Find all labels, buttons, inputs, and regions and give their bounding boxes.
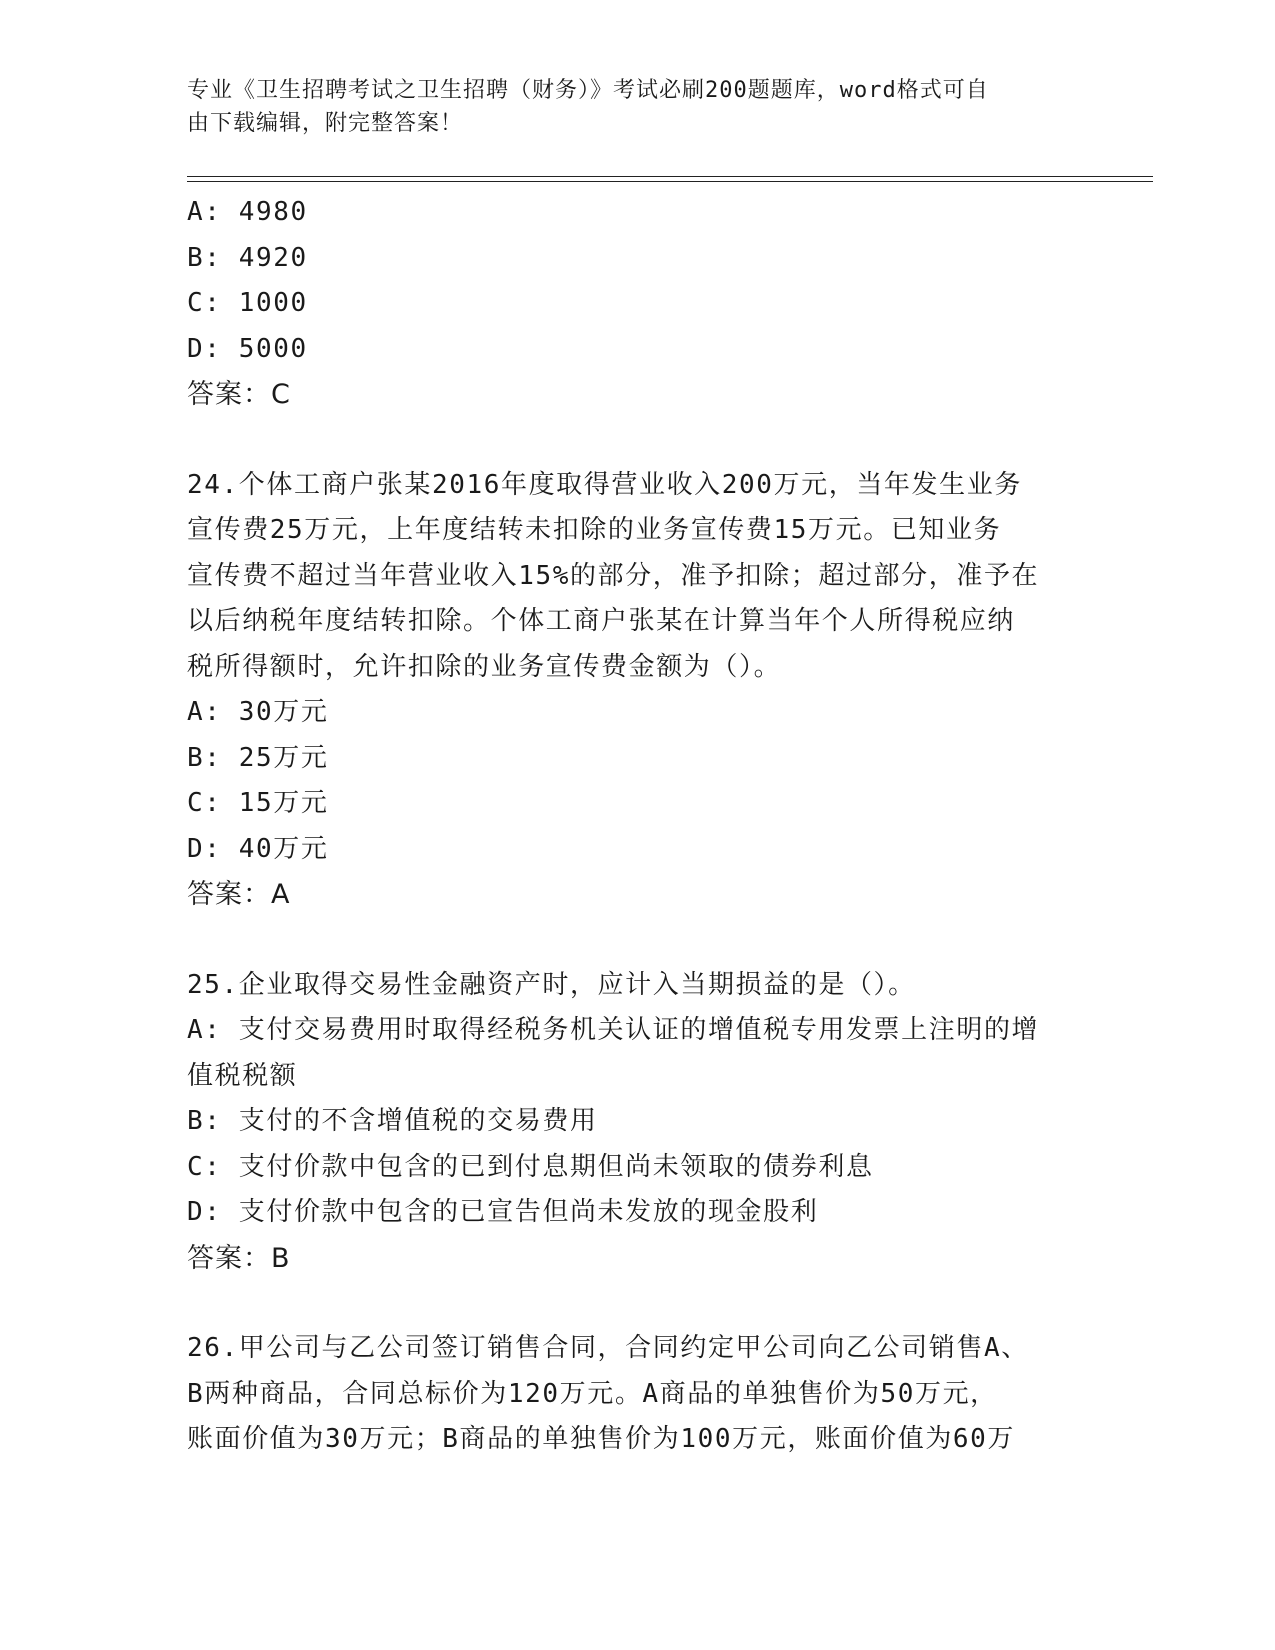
question-text-line: 税所得额时，允许扣除的业务宣传费金额为（）。: [187, 651, 782, 682]
option-b: B: 支付的不含增值税的交易费用: [187, 1106, 598, 1136]
question-text-line: 宣传费25万元，上年度结转未扣除的业务宣传费15万元。已知业务: [187, 515, 1002, 545]
option-d: D: 5000: [187, 333, 308, 364]
document-header: [187, 74, 1067, 140]
header-line-2: 由下载编辑，附完整答案！: [187, 111, 464, 136]
question-text-line: 25.企业取得交易性金融资产时，应计入当期损益的是（）。: [187, 969, 916, 1000]
option-b: B: 4920: [187, 242, 308, 273]
header-divider-bottom: [187, 181, 1153, 182]
option-b: B: 25万元: [187, 742, 329, 773]
option-a: A: 30万元: [187, 697, 329, 727]
option-a: A: 支付交易费用时取得经税务机关认证的增值税专用发票上注明的增: [187, 1015, 1040, 1045]
option-a: A: 4980: [187, 197, 308, 227]
question-26: [187, 1326, 1087, 1463]
option-c: C: 1000: [187, 288, 308, 318]
answer-line: 答案：A: [187, 879, 291, 910]
option-d: D: 40万元: [187, 833, 329, 864]
spacer: [187, 1281, 1087, 1326]
option-c: C: 支付价款中包含的已到付息期但尚未领取的债券利息: [187, 1151, 874, 1182]
question-text-line: B两种商品，合同总标价为120万元。A商品的单独售价为50万元，: [187, 1378, 998, 1409]
question-25: [187, 963, 1087, 1282]
question-text-line: 26.甲公司与乙公司签订销售合同，合同约定甲公司向乙公司销售A、: [187, 1333, 1029, 1363]
question-text-line: 宣传费不超过当年营业收入15%的部分，准予扣除；超过部分，准予在: [187, 560, 1040, 591]
answer-line: 答案：B: [187, 1242, 291, 1274]
question-23: [187, 190, 1087, 418]
option-d: D: 支付价款中包含的已宣告但尚未发放的现金股利: [187, 1197, 819, 1227]
spacer: [187, 418, 1087, 463]
question-text-line: 账面价值为30万元；B商品的单独售价为100万元，账面价值为60万: [187, 1424, 1016, 1454]
option-c: C: 15万元: [187, 788, 329, 818]
option-a-continued: 值税税额: [187, 1060, 298, 1091]
spacer: [187, 918, 1087, 963]
header-line-1: 专业《卫生招聘考试之卫生招聘（财务）》考试必刷200题题库，word格式可自: [187, 78, 989, 103]
question-text-line: 以后纳税年度结转扣除。个体工商户张某在计算当年个人所得税应纳: [187, 606, 1016, 636]
question-24: [187, 463, 1087, 918]
question-content: [187, 190, 1087, 1463]
answer-line: 答案：C: [187, 379, 291, 410]
header-divider-top: [187, 176, 1153, 177]
question-text-line: 24.个体工商户张某2016年度取得营业收入200万元，当年发生业务: [187, 469, 1022, 500]
